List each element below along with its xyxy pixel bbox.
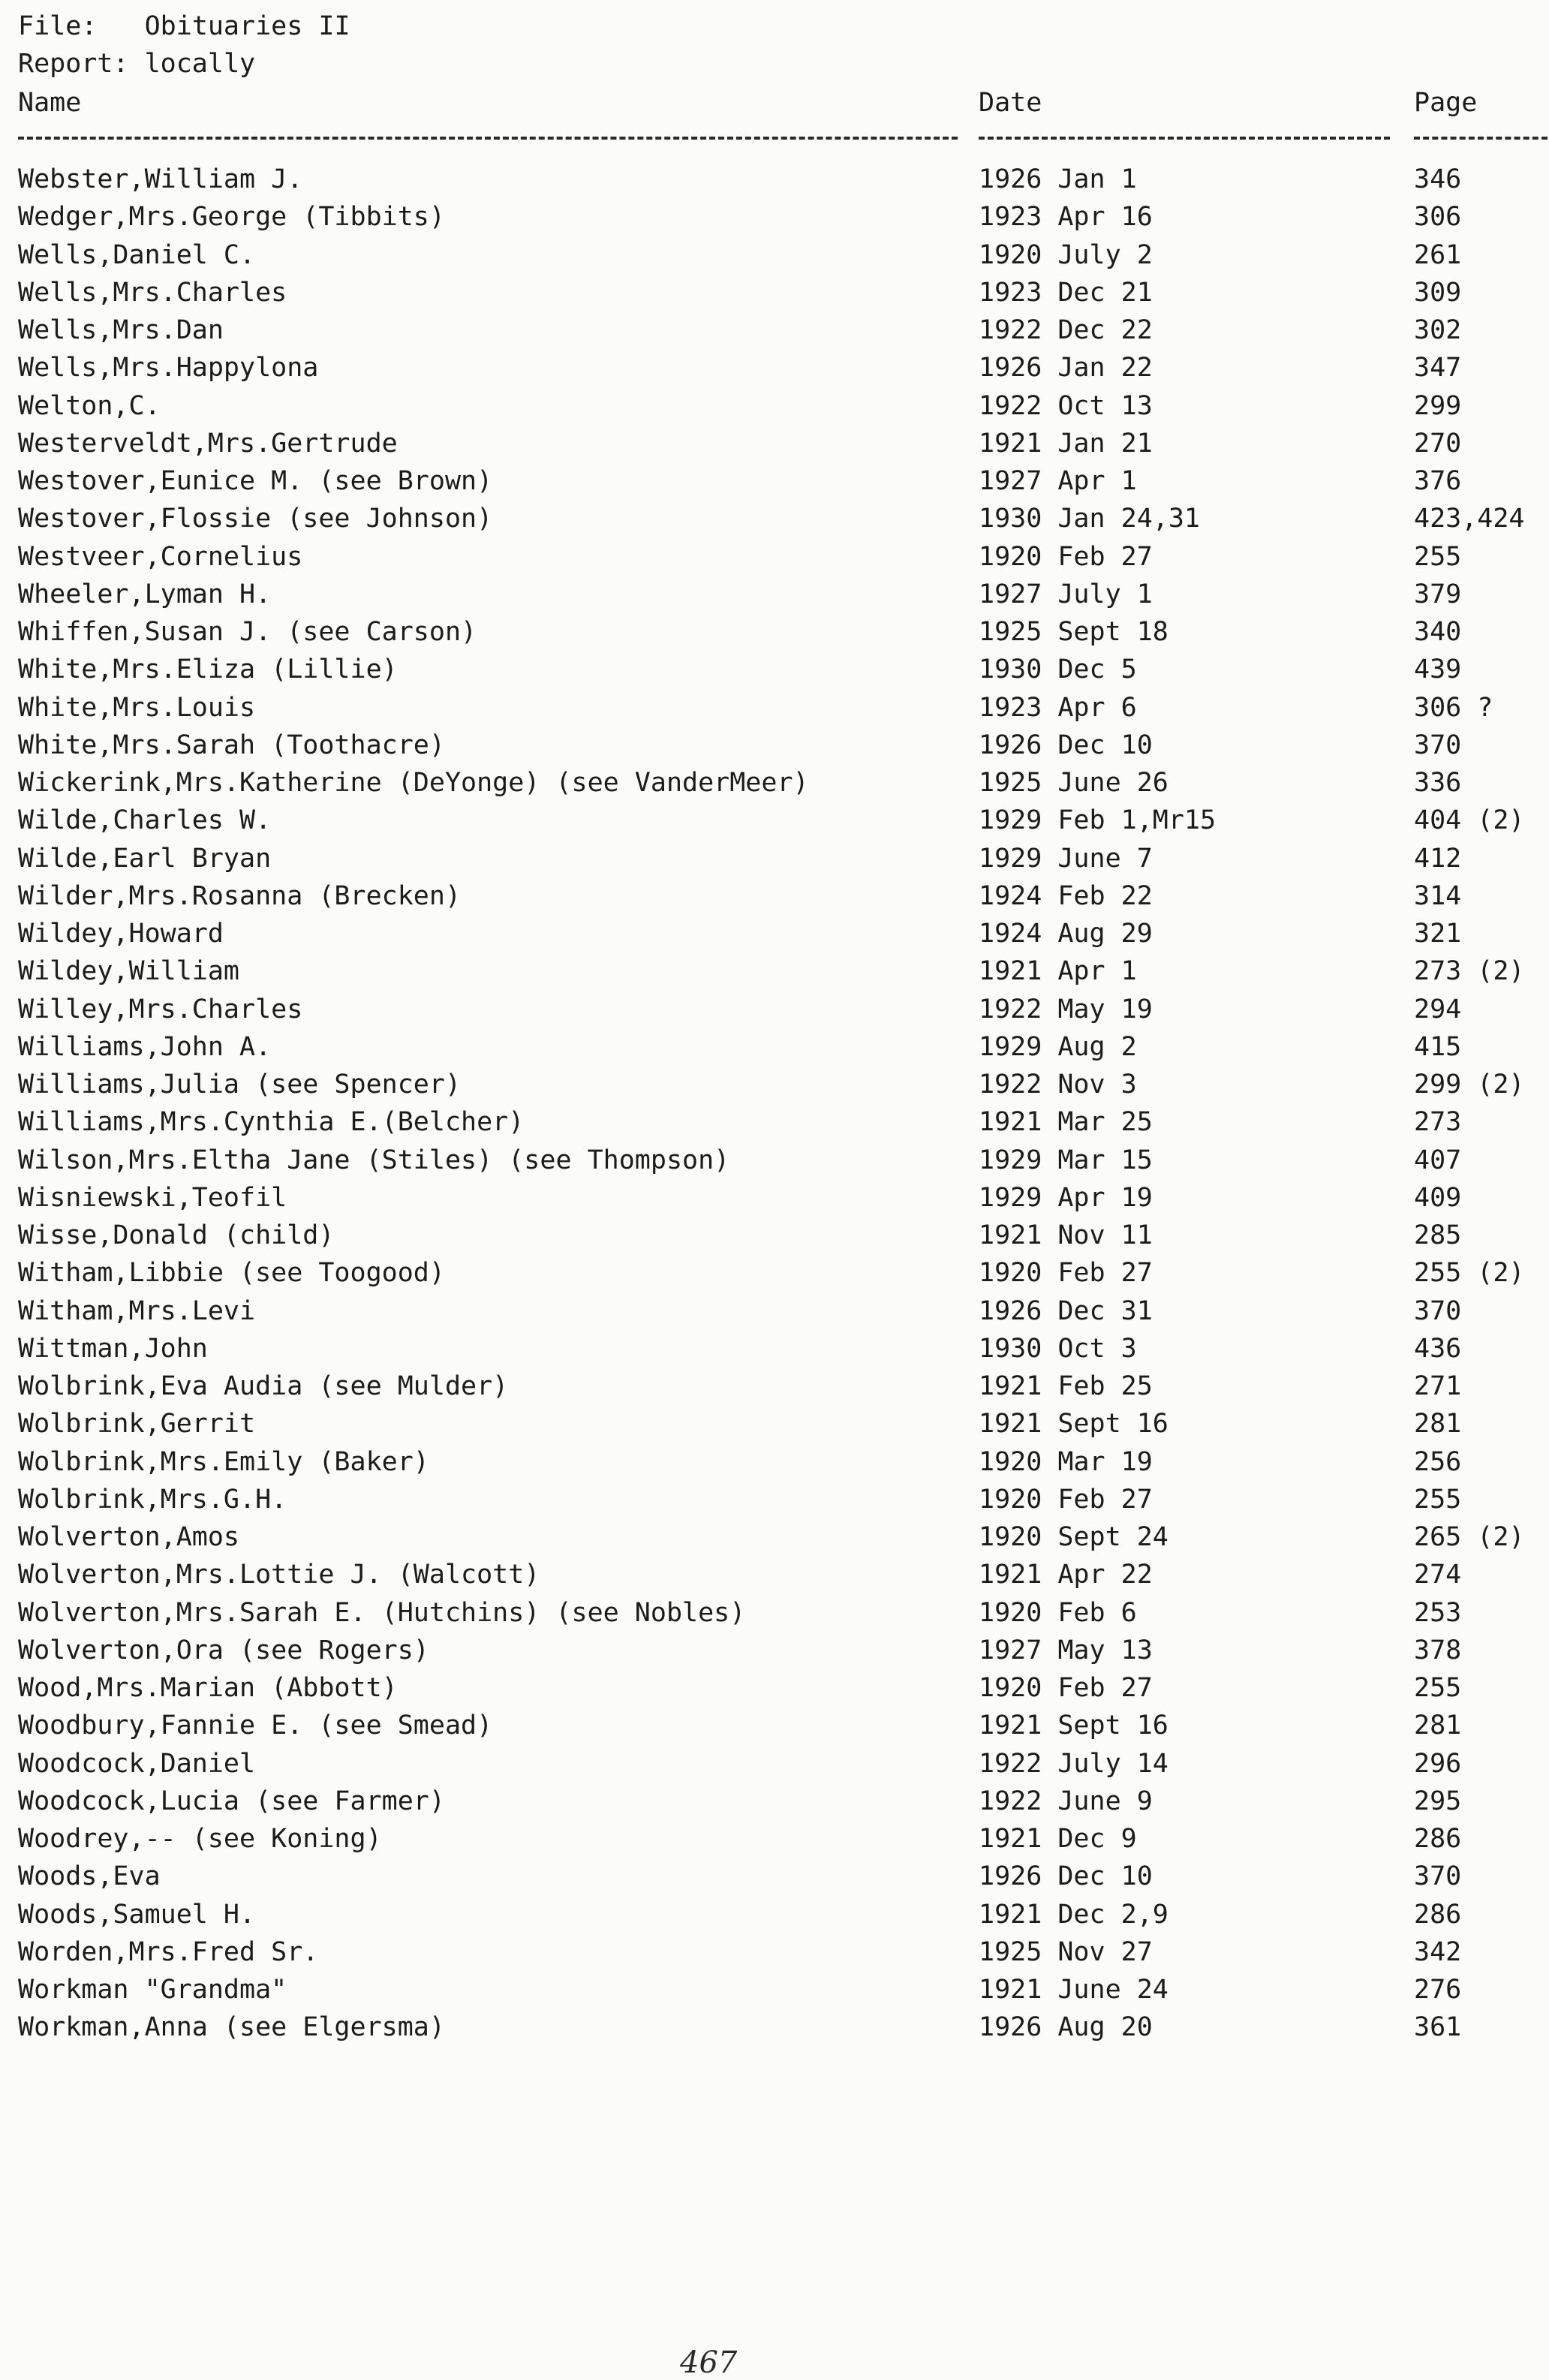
list-item [0,538,1549,576]
list-item [0,1896,1549,1933]
file-label: File: [18,11,98,41]
entry-page: 379 [1414,579,1462,609]
entry-page: 255 (2) [1414,1258,1525,1289]
list-item [0,274,1549,311]
list-item [0,1217,1549,1254]
entry-date: 1921 Mar 25 [979,1107,1153,1138]
entry-name: Woodbury,Fannie E. (see Smead) [18,1711,493,1741]
entry-date: 1923 Dec 21 [979,277,1153,308]
entry-name: White,Mrs.Louis [18,692,256,723]
list-item [0,500,1549,537]
entry-page: 285 [1414,1220,1462,1250]
entry-date: 1923 Apr 6 [979,692,1137,723]
list-item [0,727,1549,764]
date-column-divider [979,137,1390,140]
entry-date: 1921 Feb 25 [979,1371,1153,1401]
entry-page: 321 [1414,919,1462,949]
entry-page: 415 [1414,1031,1462,1062]
list-item [0,1518,1549,1556]
entry-date: 1930 Jan 24,31 [979,504,1201,534]
entry-page: 253 [1414,1597,1462,1628]
entry-date: 1923 Apr 16 [979,202,1153,233]
entry-page: 407 [1414,1145,1462,1175]
list-item [0,1443,1549,1481]
entry-name: White,Mrs.Eliza (Lillie) [18,654,398,685]
list-item [0,1783,1549,1820]
entry-name: Whiffen,Susan J. (see Carson) [18,617,477,647]
list-item [0,1405,1549,1443]
entry-name: Wolbrink,Gerrit [18,1409,256,1440]
list-item [0,1142,1549,1179]
entry-name: Westover,Flossie (see Johnson) [18,504,493,534]
entry-date: 1926 Dec 31 [979,1295,1153,1326]
entry-name: Westveer,Cornelius [18,541,303,572]
entry-name: Wells,Daniel C. [18,239,256,270]
list-item [0,1368,1549,1405]
entry-date: 1920 Feb 6 [979,1597,1137,1628]
entry-date: 1922 June 9 [979,1786,1153,1816]
entry-page: 296 [1414,1748,1462,1779]
entry-name: Wilde,Charles W. [18,805,272,836]
entry-page: 342 [1414,1936,1462,1967]
list-item [0,1292,1549,1330]
entry-date: 1922 Oct 13 [979,390,1153,421]
list-item [0,161,1549,198]
list-item [0,613,1549,651]
list-item [0,1179,1549,1217]
entry-page: 270 [1414,428,1462,459]
entry-name: Wheeler,Lyman H. [18,579,272,609]
entry-page: 306 [1414,202,1462,233]
entry-date: 1920 Sept 24 [979,1522,1169,1552]
entry-date: 1927 May 13 [979,1635,1153,1665]
entry-date: 1929 June 7 [979,843,1153,874]
list-item [0,1103,1549,1141]
list-item [0,2008,1549,2046]
entry-page: 436 [1414,1333,1462,1364]
entry-page: 346 [1414,164,1462,194]
entry-name: Wildey,William [18,956,240,987]
file-line [18,8,350,45]
entry-page: 265 (2) [1414,1522,1525,1552]
list-item [0,1632,1549,1669]
column-header-page: Page [1414,88,1478,118]
entry-name: Willey,Mrs.Charles [18,994,303,1025]
entry-page: 361 [1414,2012,1462,2043]
entry-page: 409 [1414,1182,1462,1213]
entry-name: Workman,Anna (see Elgersma) [18,2012,445,2043]
entry-date: 1921 June 24 [979,1975,1169,2005]
entry-name: Wilder,Mrs.Rosanna (Brecken) [18,880,462,911]
list-item [0,1858,1549,1895]
file-value: Obituaries II [144,11,350,41]
entry-date: 1925 Nov 27 [979,1936,1153,1967]
entry-page: 404 (2) [1414,805,1525,836]
entry-name: Woods,Eva [18,1861,161,1892]
column-header-date: Date [979,88,1042,118]
entry-name: Wolbrink,Eva Audia (see Mulder) [18,1371,509,1401]
entry-page: 376 [1414,466,1462,496]
entry-page: 370 [1414,1861,1462,1892]
entry-name: Wells,Mrs.Dan [18,315,224,345]
list-item [0,1707,1549,1744]
list-item [0,764,1549,802]
list-item [0,1254,1549,1292]
column-header-name: Name [18,88,82,118]
entry-date: 1926 Dec 10 [979,730,1153,760]
entry-date: 1922 Dec 22 [979,315,1153,345]
list-item [0,425,1549,462]
entry-date: 1922 July 14 [979,1748,1169,1779]
list-item [0,1594,1549,1632]
page-column-divider [1414,137,1547,140]
entry-name: Woods,Samuel H. [18,1899,256,1930]
entry-name: Wisniewski,Teofil [18,1182,287,1213]
list-item [0,840,1549,877]
entry-page: 271 [1414,1371,1462,1401]
list-item [0,689,1549,727]
entry-page: 439 [1414,654,1462,685]
entry-page: 273 [1414,1107,1462,1138]
entry-date: 1920 Feb 27 [979,1484,1153,1515]
entry-date: 1922 May 19 [979,994,1153,1025]
entry-page: 378 [1414,1635,1462,1665]
list-item [0,991,1549,1028]
entry-date: 1927 Apr 1 [979,466,1137,496]
entry-page: 370 [1414,1295,1462,1326]
list-item [0,1745,1549,1783]
entry-name: Wolbrink,Mrs.Emily (Baker) [18,1446,429,1477]
entry-name: Wells,Mrs.Happylona [18,353,319,384]
entry-name: Westerveldt,Mrs.Gertrude [18,428,398,459]
entry-page: 286 [1414,1824,1462,1854]
entry-name: Wood,Mrs.Marian (Abbott) [18,1673,398,1703]
list-item [0,1330,1549,1368]
entry-page: 302 [1414,315,1462,345]
entry-page: 412 [1414,843,1462,874]
entry-date: 1929 Aug 2 [979,1031,1137,1062]
entry-date: 1929 Mar 15 [979,1145,1153,1175]
entry-date: 1921 Jan 21 [979,428,1153,459]
entry-page: 309 [1414,277,1462,308]
entry-page: 276 [1414,1975,1462,2005]
entry-page: 336 [1414,768,1462,798]
entry-page: 294 [1414,994,1462,1025]
list-item [0,1066,1549,1103]
entry-page: 281 [1414,1409,1462,1440]
entry-date: 1929 Feb 1,Mr15 [979,805,1217,836]
entry-name: Wildey,Howard [18,919,224,949]
entry-name: Woodcock,Daniel [18,1748,256,1779]
entry-name: Welton,C. [18,390,161,421]
entry-name: Williams,Julia (see Spencer) [18,1070,462,1100]
entry-date: 1929 Apr 19 [979,1182,1153,1213]
entry-date: 1921 Nov 11 [979,1220,1153,1250]
list-item [0,952,1549,990]
entry-name: Wickerink,Mrs.Katherine (DeYonge) (see VanderMeer) [18,768,809,798]
entry-page: 299 [1414,390,1462,421]
entry-page: 281 [1414,1711,1462,1741]
entry-name: Witham,Mrs.Levi [18,1295,256,1326]
entry-name: Worden,Mrs.Fred Sr. [18,1936,319,1967]
entry-name: Wolverton,Mrs.Lottie J. (Walcott) [18,1560,540,1590]
entry-date: 1920 Feb 27 [979,541,1153,572]
entry-date: 1925 Sept 18 [979,617,1169,647]
list-item [0,349,1549,387]
list-item [0,198,1549,236]
entry-name: Workman "Grandma" [18,1975,287,2005]
entry-date: 1925 June 26 [979,768,1169,798]
entry-date: 1920 Feb 27 [979,1673,1153,1703]
entry-name: Witham,Libbie (see Toogood) [18,1258,445,1289]
entry-name: Wilson,Mrs.Eltha Jane (Stiles) (see Thompson) [18,1145,730,1175]
entry-name: Woodrey,-- (see Koning) [18,1824,382,1854]
list-item [0,1028,1549,1066]
list-item [0,1556,1549,1593]
report-label: Report: [18,49,129,79]
entry-date: 1930 Oct 3 [979,1333,1137,1364]
list-item [0,1933,1549,1971]
entry-date: 1921 Apr 1 [979,956,1137,987]
list-item [0,915,1549,952]
list-item [0,387,1549,425]
entry-page: 295 [1414,1786,1462,1816]
entry-name: Wolverton,Ora (see Rogers) [18,1635,429,1665]
entry-name: Woodcock,Lucia (see Farmer) [18,1786,445,1816]
entry-date: 1921 Apr 22 [979,1560,1153,1590]
entry-date: 1921 Sept 16 [979,1409,1169,1440]
report-line [18,45,255,83]
entry-page: 423,424 [1414,504,1525,534]
page-number: 467 [680,2345,738,2380]
entry-page: 256 [1414,1446,1462,1477]
entry-page: 255 [1414,541,1462,572]
entry-page: 340 [1414,617,1462,647]
entry-name: White,Mrs.Sarah (Toothacre) [18,730,445,760]
entry-date: 1920 July 2 [979,239,1153,270]
list-item [0,236,1549,274]
list-item [0,1481,1549,1518]
entry-date: 1921 Dec 9 [979,1824,1137,1854]
list-item [0,877,1549,915]
entry-date: 1927 July 1 [979,579,1153,609]
entry-name: Wedger,Mrs.George (Tibbits) [18,202,445,233]
entry-name: Wilde,Earl Bryan [18,843,272,874]
report-value: locally [144,49,256,79]
entry-name: Westover,Eunice M. (see Brown) [18,466,493,496]
entry-name: Wolbrink,Mrs.G.H. [18,1484,287,1515]
entry-name: Wells,Mrs.Charles [18,277,287,308]
entry-page: 370 [1414,730,1462,760]
entry-page: 273 (2) [1414,956,1525,987]
name-column-divider [18,137,958,140]
list-item [0,576,1549,613]
entry-date: 1926 Dec 10 [979,1861,1153,1892]
entry-date: 1930 Dec 5 [979,654,1137,685]
list-item [0,311,1549,349]
entry-name: Williams,Mrs.Cynthia E.(Belcher) [18,1107,525,1138]
entries-list [0,161,1549,2047]
entry-date: 1926 Jan 22 [979,353,1153,384]
entry-page: 255 [1414,1673,1462,1703]
list-item [0,1971,1549,2008]
entry-page: 261 [1414,239,1462,270]
list-item [0,462,1549,500]
entry-name: Wolverton,Amos [18,1522,240,1552]
entry-date: 1926 Jan 1 [979,164,1137,194]
entry-page: 306 ? [1414,692,1493,723]
list-item [0,802,1549,839]
entry-date: 1924 Aug 29 [979,919,1153,949]
entry-date: 1921 Sept 16 [979,1711,1169,1741]
entry-page: 347 [1414,353,1462,384]
entry-page: 255 [1414,1484,1462,1515]
entry-page: 314 [1414,880,1462,911]
entry-date: 1924 Feb 22 [979,880,1153,911]
list-item [0,1820,1549,1858]
entry-name: Wisse,Donald (child) [18,1220,335,1250]
entry-page: 274 [1414,1560,1462,1590]
entry-date: 1926 Aug 20 [979,2012,1153,2043]
entry-date: 1920 Mar 19 [979,1446,1153,1477]
entry-name: Wolverton,Mrs.Sarah E. (Hutchins) (see Nobles) [18,1597,746,1628]
entry-date: 1922 Nov 3 [979,1070,1137,1100]
entry-date: 1921 Dec 2,9 [979,1899,1169,1930]
entry-name: Wittman,John [18,1333,208,1364]
entry-date: 1920 Feb 27 [979,1258,1153,1289]
entry-name: Williams,John A. [18,1031,272,1062]
list-item [0,651,1549,688]
list-item [0,1669,1549,1707]
entry-page: 299 (2) [1414,1070,1525,1100]
entry-name: Webster,William J. [18,164,303,194]
entry-page: 286 [1414,1899,1462,1930]
